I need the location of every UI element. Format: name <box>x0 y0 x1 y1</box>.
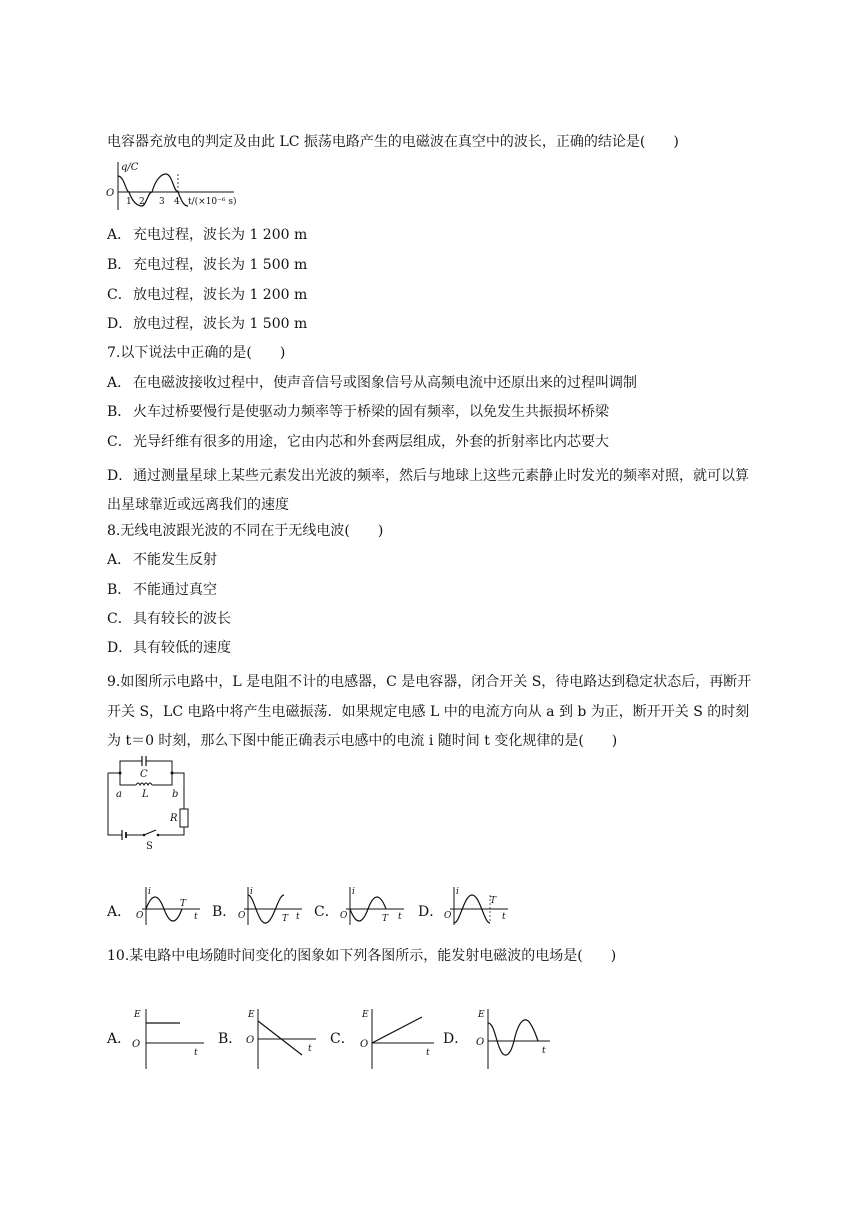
q6-graph-origin: O <box>106 188 115 199</box>
q9-option-d-label[interactable]: D． <box>418 904 444 920</box>
q6-graph-xlabel: t/(×10⁻⁶ s) <box>188 197 237 207</box>
q8-option-d[interactable]: D．具有较低的速度 <box>107 640 231 656</box>
q7-option-a[interactable]: A． 在电磁波接收过程中，使声音信号或图象信号从高频电流中还原出来的过程叫调制 <box>107 375 637 391</box>
q6-graph-tick: 4 <box>174 197 180 207</box>
graph-axis-label: E <box>362 1010 369 1020</box>
graph-axis-label: i <box>352 887 355 897</box>
graph-axis-label: i <box>148 887 151 897</box>
graph-axis-label: t <box>308 1044 312 1054</box>
graph-axis-label: O <box>444 911 452 921</box>
graph-axis-label: t <box>426 1048 430 1058</box>
graph-axis-label: t <box>542 1046 546 1056</box>
q6-graph-tick: 3 <box>159 197 165 207</box>
q10-option-c-label[interactable]: C． <box>330 1031 355 1047</box>
q7-option-b[interactable]: B． 火车过桥要慢行是使驱动力频率等于桥梁的固有频率，以免发生共振损坏桥梁 <box>107 404 609 420</box>
q9-option-b-graph[interactable] <box>236 885 308 927</box>
q9-option-c-graph[interactable] <box>338 885 410 927</box>
graph-axis-label: T <box>490 896 497 906</box>
q9-option-a-label[interactable]: A． <box>107 904 132 920</box>
graph-axis-label: E <box>248 1010 255 1020</box>
q9-option-c-label[interactable]: C． <box>314 904 339 920</box>
graph-axis-label: O <box>360 1039 369 1050</box>
graph-axis-label: t <box>502 912 506 922</box>
graph-axis-label: O <box>238 911 246 921</box>
graph-axis-label: t <box>194 1048 198 1058</box>
q10-option-b-graph[interactable] <box>240 1005 320 1071</box>
q9-option-a-graph[interactable] <box>134 885 206 927</box>
q6-option-d[interactable]: D．放电过程，波长为 1 500 m <box>107 316 308 332</box>
q6-graph-tick: 1 <box>126 197 132 207</box>
q8-option-b[interactable]: B． 不能通过真空 <box>107 582 217 598</box>
q6-graph-tick: 2 <box>139 197 145 207</box>
graph-axis-label: O <box>136 911 144 921</box>
q8-option-c[interactable]: C．具有较长的波长 <box>107 611 231 627</box>
q10-option-c-graph[interactable] <box>358 1005 438 1071</box>
graph-axis-label: T <box>180 899 187 909</box>
q6-option-c[interactable]: C．放电过程，波长为 1 200 m <box>107 287 308 303</box>
q6-stem: 电容器充放电的判定及由此 LC 振荡电路产生的电磁波在真空中的波长，正确的结论是( ) <box>107 134 679 150</box>
graph-axis-label: E <box>478 1010 485 1020</box>
graph-axis-label: O <box>476 1037 485 1048</box>
circuit-label-r: R <box>170 813 178 824</box>
q6-option-a[interactable]: A． 充电过程，波长为 1 200 m <box>107 227 308 243</box>
circuit-label-s: S <box>146 841 153 852</box>
q6-charge-graph <box>104 158 244 214</box>
q9-circuit-diagram <box>100 755 200 855</box>
q10-option-d-label[interactable]: D． <box>443 1031 469 1047</box>
q7-option-d[interactable]: D．通过测量星球上某些元素发出光波的频率，然后与地球上这些元素静止时发光的频率对照，就可以算出星球靠近或远离我们的速度 <box>107 468 749 513</box>
graph-axis-label: i <box>456 887 459 897</box>
graph-axis-label: t <box>194 912 198 922</box>
graph-axis-label: i <box>250 887 253 897</box>
q10-option-a-label[interactable]: A． <box>107 1031 132 1047</box>
graph-axis-label: O <box>246 1035 255 1046</box>
q10-option-d-graph[interactable] <box>474 1005 554 1071</box>
q8-option-a[interactable]: A． 不能发生反射 <box>107 552 217 568</box>
circuit-label-c: C <box>140 769 148 780</box>
graph-axis-label: E <box>134 1010 141 1020</box>
q10-option-a-graph[interactable] <box>128 1005 208 1071</box>
circuit-label-l: L <box>142 789 149 800</box>
q6-option-b[interactable]: B． 充电过程，波长为 1 500 m <box>107 257 308 273</box>
q7-option-c[interactable]: C．光导纤维有很多的用途，它由内芯和外套两层组成，外套的折射率比内芯要大 <box>107 434 609 450</box>
q9-option-d-graph[interactable] <box>442 885 514 927</box>
graph-axis-label: T <box>282 914 289 924</box>
circuit-label-a: a <box>116 789 122 800</box>
graph-axis-label: t <box>296 912 300 922</box>
q10-stem: 10.某电路中电场随时间变化的图象如下列各图所示，能发射电磁波的电场是( ) <box>107 948 617 964</box>
graph-axis-label: O <box>340 911 348 921</box>
q7-stem: 7.以下说法中正确的是( ) <box>107 345 286 361</box>
graph-axis-label: O <box>132 1039 141 1050</box>
q10-option-b-label[interactable]: B． <box>218 1031 243 1047</box>
circuit-label-b: b <box>172 789 179 800</box>
graph-axis-label: t <box>398 912 402 922</box>
q8-stem: 8.无线电波跟光波的不同在于无线电波( ) <box>107 523 384 539</box>
graph-axis-label: T <box>382 914 389 924</box>
q6-graph-ylabel: q/C <box>121 162 139 173</box>
q9-stem: 9.如图所示电路中，L 是电阻不计的电感器，C 是电容器，闭合开关 S，待电路达到稳定状态后，再断开开关 S，LC 电路中将产生电磁振荡．如果规定电感 L 中的电流方向从 a 到 b 为正，断开开关 S 的时刻为 t＝0 时刻，那么下图中能正确表示电感中的电流 i 随时间 t 变化规律的是( ) <box>107 674 752 749</box>
q9-option-b-label[interactable]: B． <box>212 904 237 920</box>
